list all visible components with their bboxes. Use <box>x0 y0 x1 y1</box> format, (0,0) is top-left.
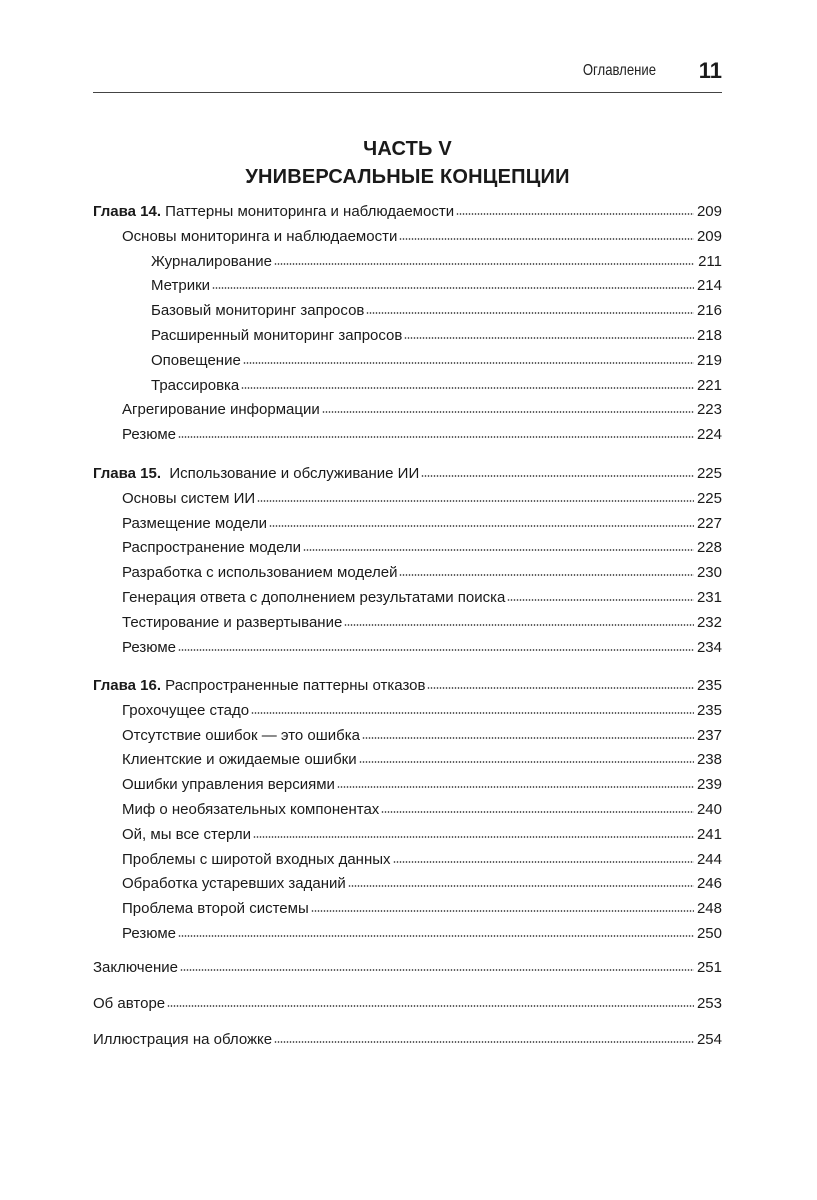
dot-leader <box>337 786 694 788</box>
entry-page-number: 228 <box>696 539 722 557</box>
entry-text: Паттерны мониторинга и наблюдаемости <box>161 203 455 220</box>
dot-leader <box>178 649 694 651</box>
entry-page-number: 253 <box>696 995 722 1012</box>
toc-entry-title <box>151 274 210 299</box>
dot-leader <box>311 910 694 912</box>
entry-text: Миф о необязательных компонентах <box>122 800 380 818</box>
toc-entry-title <box>151 374 239 399</box>
toc-entry[interactable] <box>93 699 722 724</box>
toc-entry-title <box>122 225 397 250</box>
back-matter-cover-illustration <box>93 1028 722 1053</box>
toc-entry-title <box>122 724 360 749</box>
part-title: УНИВЕРСАЛЬНЫЕ КОНЦЕПЦИИ <box>245 166 570 188</box>
toc-entry[interactable] <box>93 1028 722 1053</box>
entry-page-number: 235 <box>696 701 722 719</box>
entry-page-number: 231 <box>696 588 722 606</box>
chapter-label: Глава 16. <box>93 677 162 694</box>
entry-page-number: 224 <box>696 426 722 444</box>
dot-leader <box>348 885 694 887</box>
chapter-label: Глава 15. <box>93 465 162 482</box>
dot-leader <box>344 624 694 626</box>
entry-page-number: 218 <box>696 326 722 344</box>
entry-text: Генерация ответа с дополнением результатами поиска <box>122 588 506 606</box>
entry-page-number: 211 <box>698 252 722 270</box>
toc-entry-title <box>122 487 255 512</box>
entry-page-number: 216 <box>696 302 722 320</box>
entry-page-number: 214 <box>696 277 722 295</box>
toc-entry-title <box>122 699 249 724</box>
dot-leader <box>180 969 694 971</box>
entry-page-number: 225 <box>696 465 722 482</box>
dot-leader <box>366 312 694 314</box>
toc-entry-title <box>151 324 402 349</box>
entry-text: Ой, мы все стерли <box>122 825 251 843</box>
entry-page-number: 244 <box>696 850 722 868</box>
entry-text: Клиентские и ожидаемые ошибки <box>122 751 357 769</box>
toc-entry[interactable] <box>93 512 722 537</box>
dot-leader <box>257 500 694 502</box>
entry-page-number: 251 <box>696 959 722 976</box>
dot-leader <box>269 525 694 527</box>
entry-page-number: 223 <box>696 401 722 419</box>
toc-entry[interactable] <box>93 374 722 399</box>
entry-text: Иллюстрация на обложке <box>93 1031 273 1048</box>
entry-page-number: 235 <box>696 677 722 694</box>
entry-text: Распространение модели <box>122 539 302 557</box>
dot-leader <box>274 263 694 265</box>
chapter-heading[interactable] <box>93 200 722 225</box>
toc-entry-title <box>93 956 178 981</box>
dot-leader <box>178 436 694 438</box>
dot-leader <box>251 712 694 714</box>
entry-page-number: 250 <box>696 924 722 942</box>
toc-entry-title <box>122 773 335 798</box>
toc-entry[interactable] <box>93 956 722 981</box>
entry-text: Резюме <box>122 638 176 656</box>
back-matter-about-author <box>93 992 722 1017</box>
entry-text: Основы мониторинга и наблюдаемости <box>122 227 398 245</box>
header-rule <box>93 92 722 93</box>
toc-entry-title <box>122 748 357 773</box>
toc-entry[interactable] <box>93 299 722 324</box>
entry-text: Агрегирование информации <box>122 401 320 419</box>
entry-text: Проблемы с широтой входных данных <box>122 850 391 868</box>
entry-page-number: 219 <box>696 351 722 369</box>
entry-page-number: 225 <box>696 489 722 507</box>
toc-entry-title <box>122 512 267 537</box>
toc-entry-title <box>122 561 397 586</box>
dot-leader <box>399 574 694 576</box>
toc-entry-title <box>93 674 425 699</box>
entry-page-number: 254 <box>696 1031 722 1048</box>
toc-entry-title <box>122 586 505 611</box>
toc-entry[interactable] <box>93 324 722 349</box>
chapter-14 <box>93 200 722 448</box>
toc-entry[interactable] <box>93 423 722 448</box>
chapter-heading[interactable] <box>93 462 722 487</box>
page-number: 11 <box>698 58 722 83</box>
toc-entry-title <box>122 536 301 561</box>
dot-leader <box>362 737 694 739</box>
dot-leader <box>393 861 694 863</box>
toc-entry[interactable] <box>93 748 722 773</box>
entry-text: Базовый мониторинг запросов <box>151 302 365 320</box>
dot-leader <box>399 238 694 240</box>
toc-entry-title <box>122 872 346 897</box>
toc-entry[interactable] <box>93 848 722 873</box>
entry-page-number: 241 <box>696 825 722 843</box>
entry-text: Оповещение <box>151 351 241 369</box>
dot-leader <box>212 287 694 289</box>
toc-entry[interactable] <box>93 636 722 661</box>
dot-leader <box>253 836 694 838</box>
entry-page-number: 234 <box>696 638 722 656</box>
toc-entry-title <box>93 1028 272 1053</box>
toc-entry[interactable] <box>93 274 722 299</box>
dot-leader <box>274 1041 694 1043</box>
toc-entry-title <box>122 922 176 947</box>
toc-entry-title <box>122 798 379 823</box>
dot-leader <box>178 935 694 937</box>
entry-page-number: 239 <box>696 776 722 794</box>
entry-page-number: 209 <box>696 203 722 220</box>
toc-entry-title <box>122 398 320 423</box>
entry-page-number: 232 <box>696 613 722 631</box>
entry-text: Трассировка <box>151 376 240 394</box>
entry-page-number: 237 <box>696 726 722 744</box>
entry-text: Обработка устаревших заданий <box>122 875 346 893</box>
chapter-15 <box>93 462 722 660</box>
chapter-16 <box>93 674 722 947</box>
entry-page-number: 227 <box>696 514 722 532</box>
toc-entry[interactable] <box>93 487 722 512</box>
toc-entry[interactable] <box>93 773 722 798</box>
entry-text: Разработка с использованием моделей <box>122 564 398 582</box>
chapter-label: Глава 14. <box>93 203 162 220</box>
entry-text: Основы систем ИИ <box>122 489 256 507</box>
toc-entry[interactable] <box>93 897 722 922</box>
toc-entry-title <box>122 823 251 848</box>
entry-text: Резюме <box>122 924 176 942</box>
toc-entry[interactable] <box>93 536 722 561</box>
entry-text: Журналирование <box>151 252 272 270</box>
entry-text: Проблема второй системы <box>122 900 309 918</box>
entry-text: Расширенный мониторинг запросов <box>151 326 403 344</box>
toc-entry-title <box>122 897 309 922</box>
toc-entry[interactable] <box>93 992 722 1017</box>
toc-entry-title <box>93 200 454 225</box>
toc-entry[interactable] <box>93 798 722 823</box>
part-number: ЧАСТЬ V <box>363 138 452 160</box>
toc-entry[interactable] <box>93 349 722 374</box>
dot-leader <box>421 475 694 477</box>
running-header-title: Оглавление <box>582 62 656 79</box>
toc-entry-title <box>151 299 364 324</box>
entry-page-number: 248 <box>696 900 722 918</box>
dot-leader <box>404 337 694 339</box>
dot-leader <box>303 549 694 551</box>
entry-page-number: 221 <box>696 376 722 394</box>
dot-leader <box>359 761 694 763</box>
toc-entry[interactable] <box>93 823 722 848</box>
toc-entry[interactable] <box>93 872 722 897</box>
toc-entry-title <box>122 636 176 661</box>
entry-text: Использование и обслуживание ИИ <box>161 465 420 482</box>
toc-entry[interactable] <box>93 561 722 586</box>
toc-entry[interactable] <box>93 586 722 611</box>
entry-text: Об авторе <box>93 995 166 1012</box>
toc-entry[interactable] <box>93 724 722 749</box>
dot-leader <box>456 213 694 215</box>
toc-entry-title <box>93 992 165 1017</box>
entry-text: Распространенные паттерны отказов <box>161 677 426 694</box>
dot-leader <box>241 387 694 389</box>
toc-entry-title <box>122 423 176 448</box>
entry-text: Отсутствие ошибок — это ошибка <box>122 726 361 744</box>
entry-page-number: 246 <box>696 875 722 893</box>
entry-text: Размещение модели <box>122 514 267 532</box>
toc-entry-title <box>122 611 342 636</box>
toc-entry-title <box>151 349 241 374</box>
toc-entry[interactable] <box>93 611 722 636</box>
dot-leader <box>322 411 694 413</box>
entry-text: Грохочущее стадо <box>122 701 250 719</box>
entry-text: Тестирование и развертывание <box>122 613 343 631</box>
entry-text: Заключение <box>93 959 178 976</box>
entry-page-number: 230 <box>696 564 722 582</box>
dot-leader <box>381 811 694 813</box>
toc-entry[interactable] <box>93 225 722 250</box>
toc-entry[interactable] <box>93 250 722 275</box>
dot-leader <box>427 687 694 689</box>
toc-entry-title <box>93 462 419 487</box>
entry-text: Ошибки управления версиями <box>122 776 335 794</box>
toc-entry-title <box>122 848 391 873</box>
dot-leader <box>167 1005 694 1007</box>
chapter-heading[interactable] <box>93 674 722 699</box>
toc-entry[interactable] <box>93 922 722 947</box>
entry-page-number: 240 <box>696 800 722 818</box>
entry-text: Резюме <box>122 426 176 444</box>
entry-page-number: 238 <box>696 751 722 769</box>
dot-leader <box>243 362 694 364</box>
back-matter-conclusion <box>93 956 722 981</box>
entry-page-number: 209 <box>696 227 722 245</box>
toc-entry[interactable] <box>93 398 722 423</box>
entry-text: Метрики <box>151 277 211 295</box>
dot-leader <box>507 599 694 601</box>
toc-entry-title <box>151 250 272 275</box>
